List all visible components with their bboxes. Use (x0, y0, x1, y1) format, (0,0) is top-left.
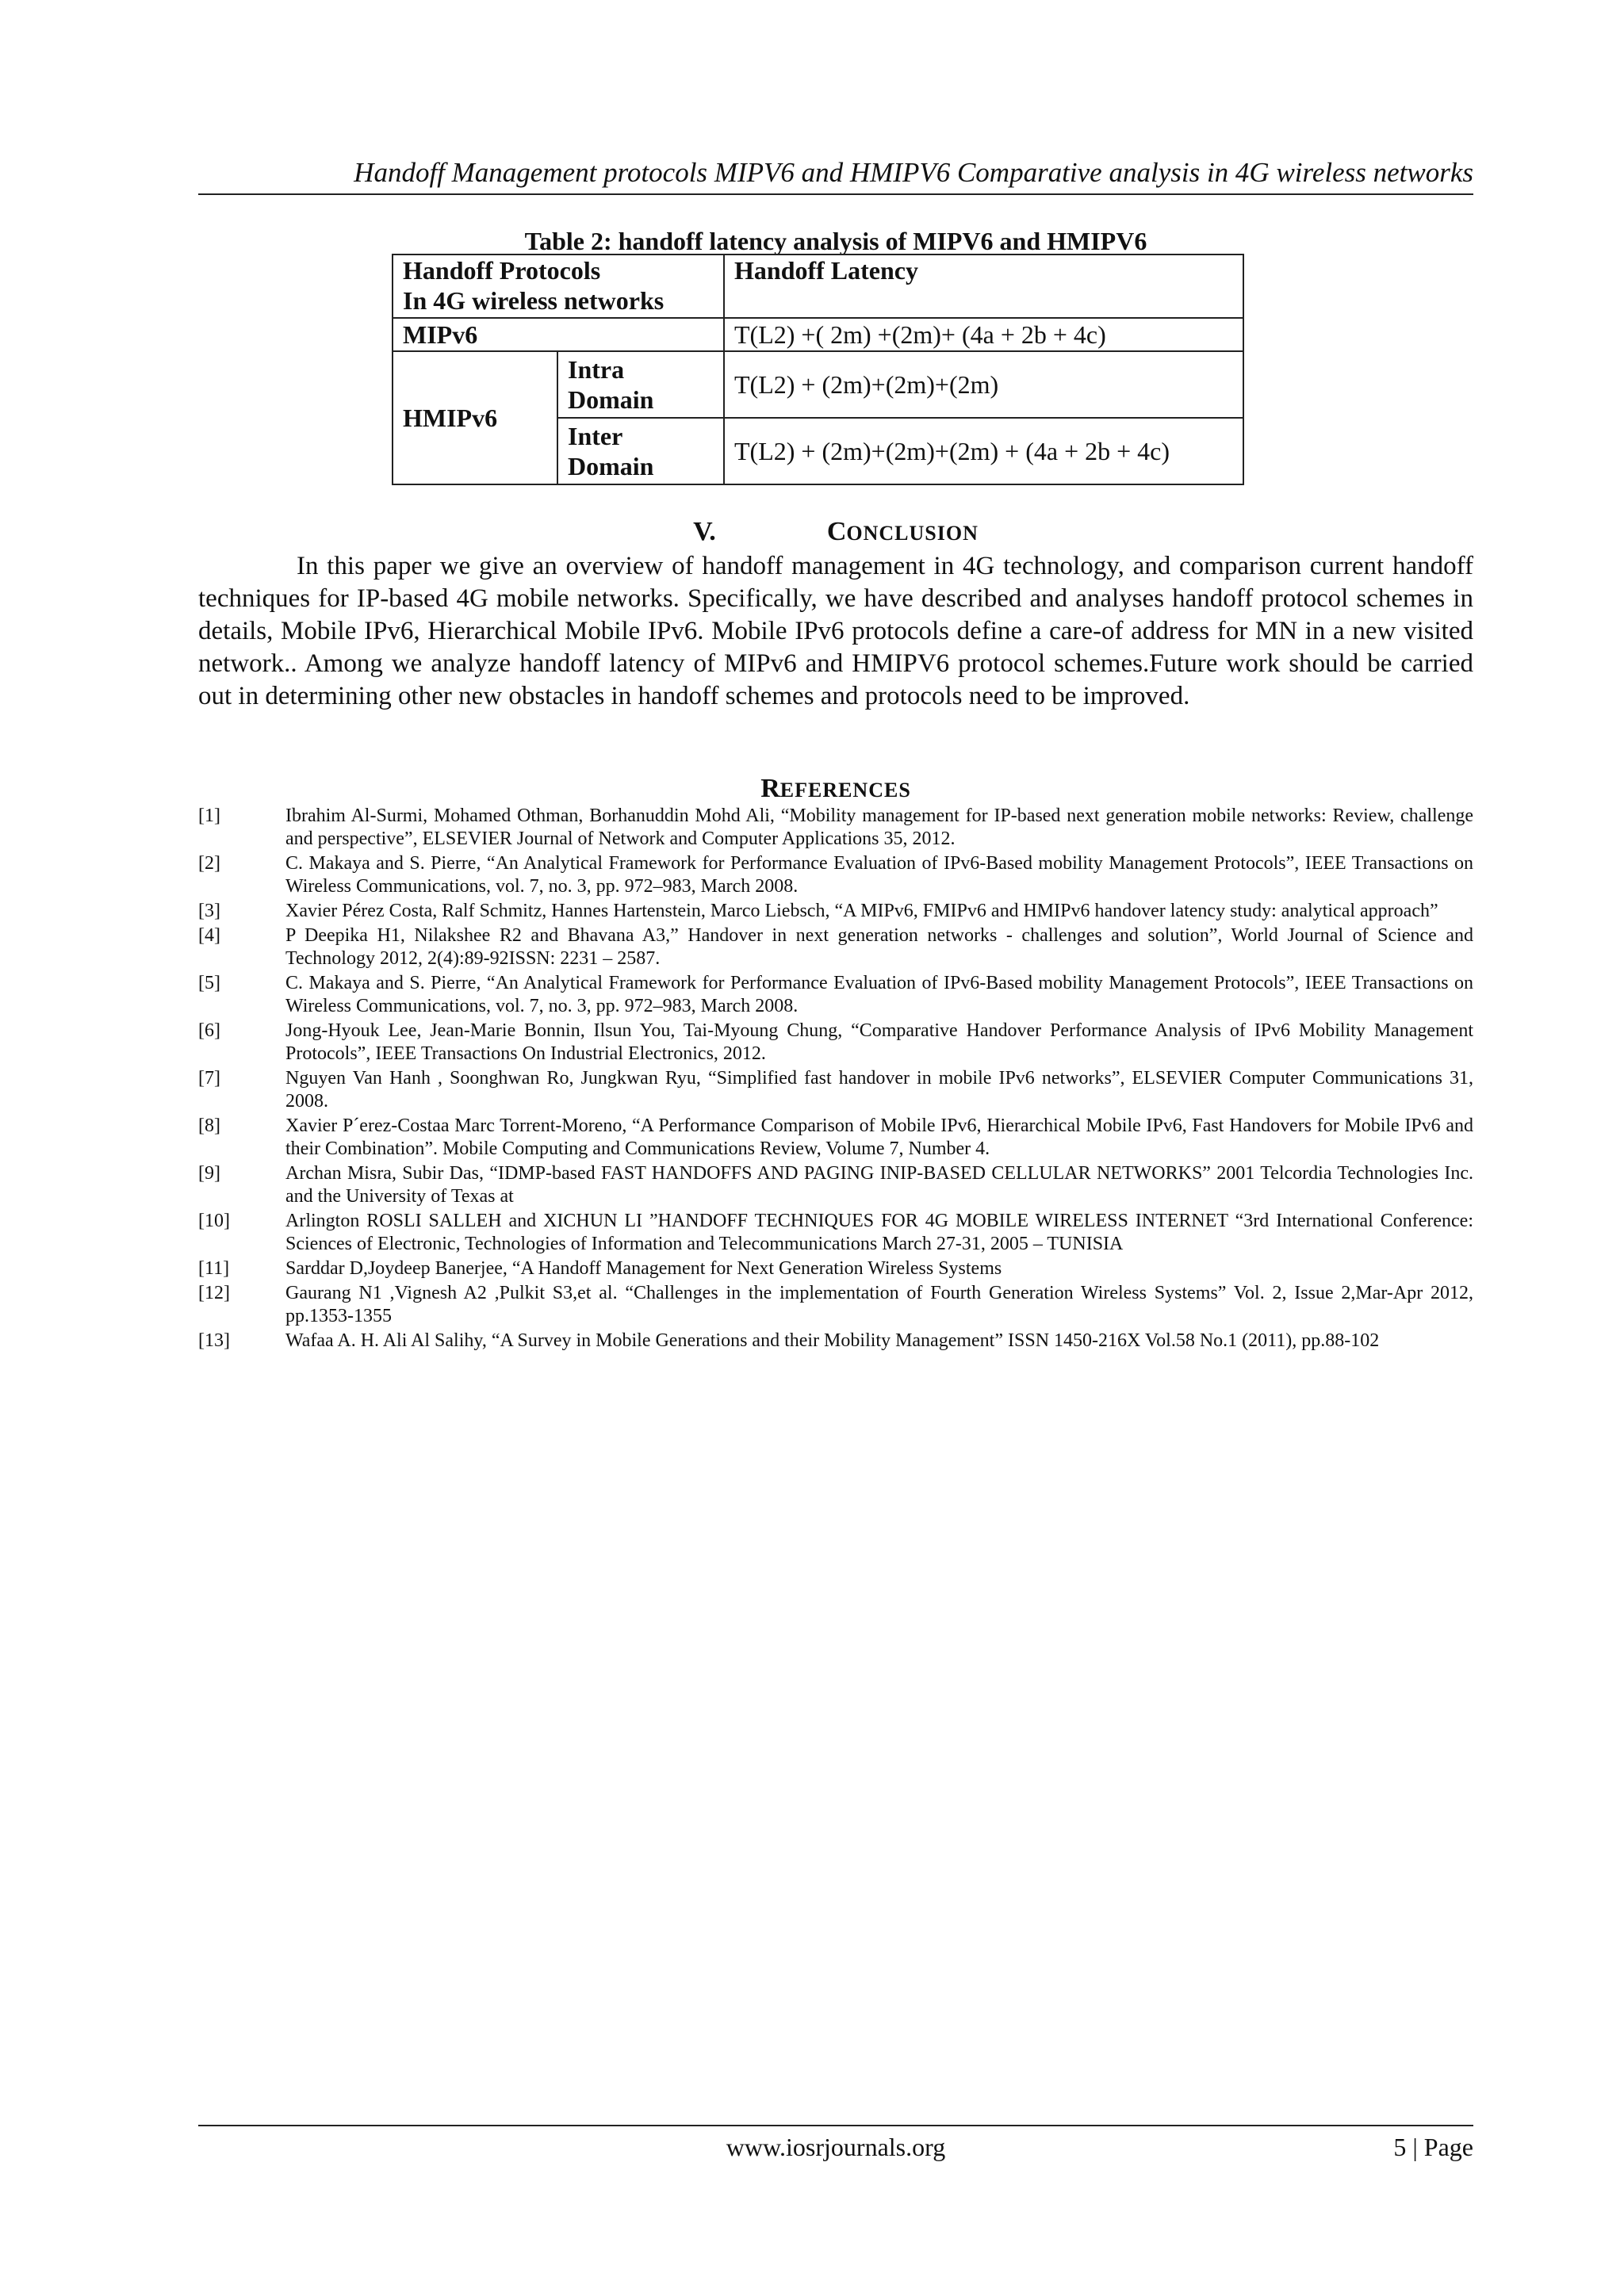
reference-item (198, 972, 1473, 1018)
conclusion-paragraph: In this paper we give an overview of handoff management in 4G technology, and comparison current handoff techniques for IP-based 4G mobile networks. Specifically, we have described and analyses handoff protocol schemes in details, Mobile IPv6, Hierarchical Mobile IPv6. Mobile IPv6 protocols define a care-of address for MN in a new visited network.. Among we analyze handoff latency of MIPv6 and HMIPV6 protocol schemes.Future work should be carried out in determining other new obstacles in handoff schemes and protocols need to be improved. (198, 552, 1473, 710)
reference-text: C. Makaya and S. Pierre, “An Analytical Framework for Performance Evaluation of IPv6-Based mobility Management Protocols”, IEEE Transactions on Wireless Communications, vol. 7, no. 3, pp. 972–983, March 2008. (285, 853, 1473, 897)
section-number: V. (693, 517, 716, 546)
page-number: 5 | Page (1393, 2133, 1473, 2161)
protocol-cell: HMIPv6 (393, 351, 557, 484)
reference-number: [7] (198, 1068, 220, 1089)
journal-url: www.iosrjournals.org (726, 2133, 946, 2161)
reference-number: [12] (198, 1283, 230, 1303)
section-heading-conclusion (198, 515, 1473, 550)
reference-text: P Deepika H1, Nilakshee R2 and Bhavana A3,” Handover in next generation networks - challenges and solution”, World Journal of Science and Technology 2012, 2(4):89-92ISSN: 2231 – 2587. (285, 925, 1473, 969)
table-row (393, 318, 1243, 351)
reference-item (198, 1210, 1473, 1256)
reference-text: Nguyen Van Hanh , Soonghwan Ro, Jungkwan Ryu, “Simplified fast handover in mobile IPv6 networks”, ELSEVIER Computer Communications 31, 2008. (285, 1068, 1473, 1112)
latency-cell: T(L2) + (2m)+(2m)+(2m) (724, 351, 1243, 418)
reference-number: [10] (198, 1211, 230, 1231)
header-rule (198, 193, 1473, 195)
table-row (393, 351, 1243, 418)
latency-cell: T(L2) + (2m)+(2m)+(2m) + (4a + 2b + 4c) (724, 418, 1243, 484)
reference-text: C. Makaya and S. Pierre, “An Analytical Framework for Performance Evaluation of IPv6-Based mobility Management Protocols”, IEEE Transactions on Wireless Communications, vol. 7, no. 3, pp. 972–983, March 2008. (285, 973, 1473, 1016)
reference-list (198, 805, 1473, 1354)
reference-item (198, 900, 1473, 923)
references-title-initial: R (760, 774, 780, 803)
reference-number: [4] (198, 925, 220, 946)
domain-word: Intra (568, 355, 625, 384)
running-header: Handoff Management protocols MIPV6 and HMIPV6 Comparative analysis in 4G wireless networks (354, 157, 1473, 188)
table-caption: Table 2: handoff latency analysis of MIPV6 and HMIPV6 (524, 227, 1147, 255)
reference-text: Sarddar D,Joydeep Banerjee, “A Handoff Management for Next Generation Wireless Systems (285, 1258, 1002, 1279)
reference-item (198, 852, 1473, 898)
reference-item (198, 1162, 1473, 1208)
reference-item (198, 1282, 1473, 1328)
reference-item (198, 1115, 1473, 1161)
section-heading-references (198, 773, 1473, 806)
domain-word: Domain (568, 385, 654, 414)
domain-cell (557, 418, 724, 484)
reference-item (198, 924, 1473, 970)
section-title-initial: C (826, 517, 847, 546)
table-header-latency: Handoff Latency (724, 254, 1243, 318)
handoff-latency-table (392, 254, 1244, 485)
reference-item (198, 1257, 1473, 1280)
reference-text: Ibrahim Al-Surmi, Mohamed Othman, Borhanuddin Mohd Ali, “Mobility management for IP-based next generation mobile networks: Review, challenge and perspective”, ELSEVIER Journal of Network and Computer Applications 35, 2012. (285, 806, 1473, 849)
reference-item (198, 805, 1473, 851)
header-protocols-line2: In 4G wireless networks (403, 286, 665, 315)
footer-rule (198, 2125, 1473, 2126)
reference-number: [5] (198, 973, 220, 993)
reference-item (198, 1020, 1473, 1066)
table-header-row (393, 254, 1243, 318)
domain-cell (557, 351, 724, 418)
reference-number: [3] (198, 901, 220, 921)
reference-text: Xavier Pérez Costa, Ralf Schmitz, Hannes Hartenstein, Marco Liebsch, “A MIPv6, FMIPv6 and HMIPv6 handover latency study: analytical approach” (285, 901, 1438, 921)
reference-item (198, 1330, 1473, 1353)
reference-item (198, 1067, 1473, 1113)
table-header-protocols (393, 254, 724, 318)
reference-number: [2] (198, 853, 220, 874)
reference-text: Wafaa A. H. Ali Al Salihy, “A Survey in Mobile Generations and their Mobility Management” ISSN 1450-216X Vol.58 No.1 (2011), pp.88-102 (285, 1330, 1380, 1351)
references-title-rest: EFERENCES (779, 779, 911, 802)
header-protocols-line1: Handoff Protocols (403, 256, 601, 285)
reference-text: Arlington ROSLI SALLEH and XICHUN LI ”HANDOFF TECHNIQUES FOR 4G MOBILE WIRELESS INTERNET “3rd International Conference: Sciences of Electronic, Technologies of Information and Telecommunications March 27-31, 2005 – TUNISIA (285, 1211, 1473, 1254)
section-title-rest: ONCLUSION (846, 522, 979, 545)
reference-text: Jong-Hyouk Lee, Jean-Marie Bonnin, Ilsun You, Tai-Myoung Chung, “Comparative Handover Performance Analysis of IPv6 Mobility Management Protocols”, IEEE Transactions On Industrial Electronics, 2012. (285, 1020, 1473, 1064)
reference-text: Archan Misra, Subir Das, “IDMP-based FAST HANDOFFS AND PAGING INIP-BASED CELLULAR NETWORKS” 2001 Telcordia Technologies Inc. and the University of Texas at (285, 1163, 1473, 1207)
reference-number: [9] (198, 1163, 220, 1184)
reference-text: Gaurang N1 ,Vignesh A2 ,Pulkit S3,et al. “Challenges in the implementation of Fourth Generation Wireless Systems” Vol. 2, Issue 2,Mar-Apr 2012, pp.1353-1355 (285, 1283, 1473, 1326)
latency-cell: T(L2) +( 2m) +(2m)+ (4a + 2b + 4c) (724, 318, 1243, 351)
domain-word: Domain (568, 452, 654, 480)
protocol-cell: MIPv6 (393, 318, 724, 351)
domain-word: Inter (568, 422, 623, 450)
reference-number: [1] (198, 806, 220, 826)
reference-number: [11] (198, 1258, 230, 1279)
reference-number: [8] (198, 1115, 220, 1136)
reference-text: Xavier P´erez-Costaa Marc Torrent-Moreno, “A Performance Comparison of Mobile IPv6, Hierarchical Mobile IPv6, Fast Handovers for Mobile IPv6 and their Combination”. Mobile Computing and Communications Review, Volume 7, Number 4. (285, 1115, 1473, 1159)
reference-number: [13] (198, 1330, 230, 1351)
reference-number: [6] (198, 1020, 220, 1041)
